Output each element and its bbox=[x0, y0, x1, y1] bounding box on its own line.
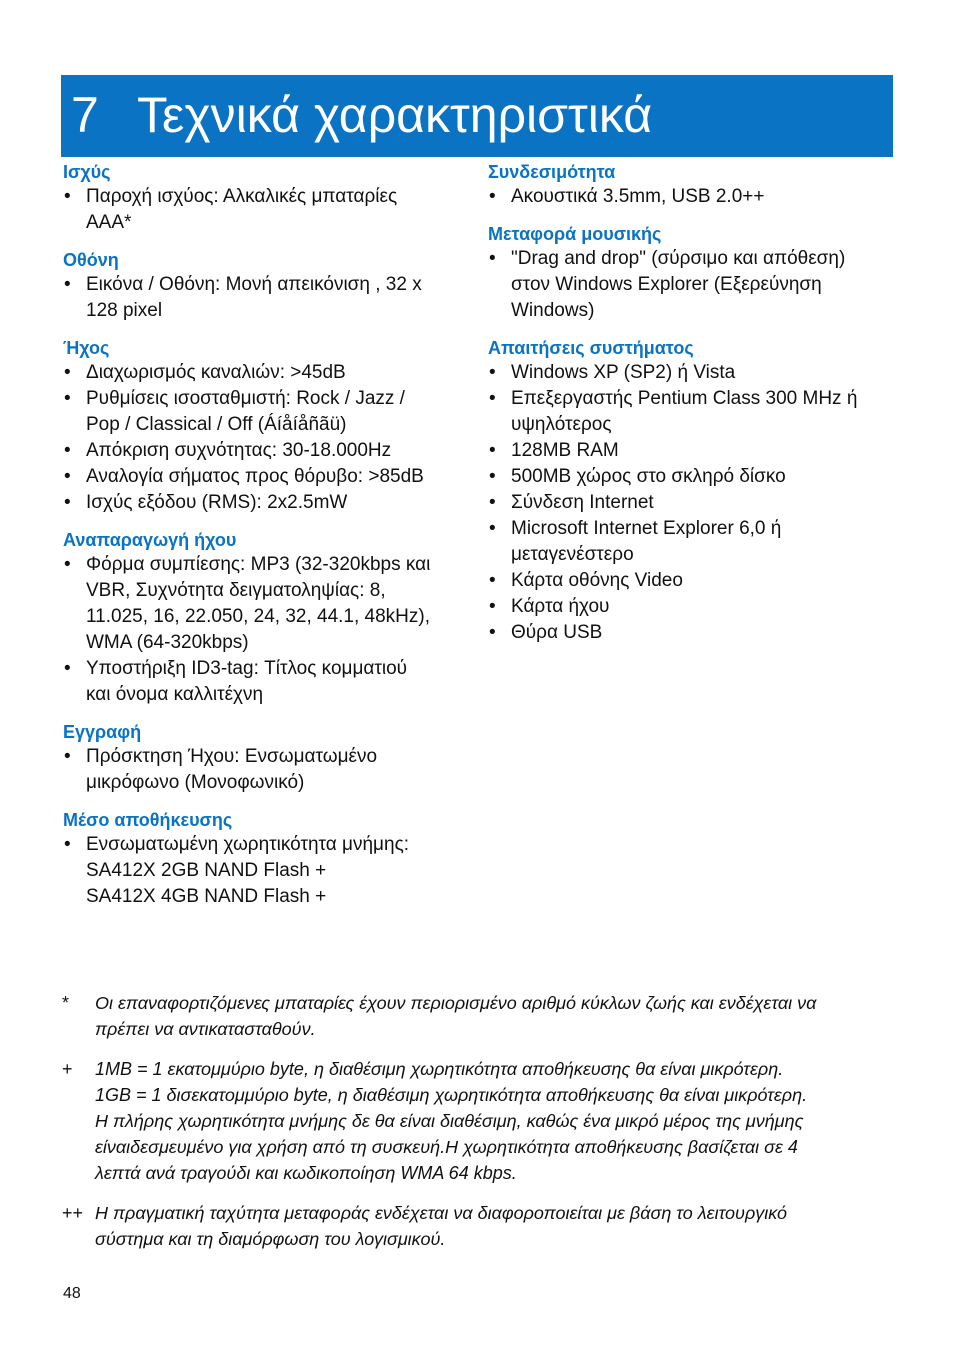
spec-item-line: • Ισχύς εξόδου (RMS): 2x2.5mW bbox=[86, 492, 348, 513]
spec-item bbox=[63, 438, 463, 464]
spec-item-line: • Υποστήριξη ID3-tag: Τίτλος κομματιού bbox=[86, 658, 408, 679]
spec-section bbox=[488, 160, 893, 210]
spec-section bbox=[488, 222, 893, 324]
spec-item bbox=[63, 744, 463, 796]
spec-item bbox=[488, 438, 893, 464]
spec-item-line: • Αναλογία σήματος προς θόρυβο: >85dB bbox=[86, 466, 424, 487]
spec-item-line: • Παροχή ισχύος: Αλκαλικές μπαταρίες bbox=[86, 186, 398, 207]
spec-item bbox=[488, 386, 893, 438]
footnote-line: Η πραγματική ταχύτητα μεταφοράς ενδέχεται να διαφοροποιείται με βάση το λειτουργικό bbox=[95, 1203, 788, 1223]
chapter-banner bbox=[61, 75, 893, 157]
spec-item bbox=[488, 360, 893, 386]
spec-item-line: • Πρόσκτηση Ήχου: Ενσωματωμένο bbox=[86, 746, 378, 767]
spec-item-line: • Σύνδεση Internet bbox=[511, 492, 654, 513]
section-heading: Μεταφορά μουσικής bbox=[488, 224, 662, 244]
section-heading: Οθόνη bbox=[63, 250, 119, 270]
spec-list bbox=[488, 246, 893, 324]
spec-item-line: Pop / Classical / Off (Áíåíåñãü) bbox=[86, 414, 347, 435]
spec-item bbox=[63, 832, 463, 910]
spec-item-line: • Ακουστικά 3.5mm, USB 2.0++ bbox=[511, 186, 765, 207]
footnote bbox=[62, 1200, 892, 1252]
spec-item-line: • Ρυθμίσεις ισοσταθμιστή: Rock / Jazz / bbox=[86, 388, 405, 409]
spec-item bbox=[63, 552, 463, 656]
spec-item-line: • Εικόνα / Οθόνη: Μονή απεικόνιση , 32 x bbox=[86, 274, 422, 295]
spec-item-line: AAA* bbox=[86, 212, 132, 233]
spec-item-line: 128 pixel bbox=[86, 300, 163, 321]
footnote-line: σύστημα και τη διαμόρφωση του λογισμικού. bbox=[95, 1229, 446, 1249]
spec-list bbox=[63, 272, 463, 324]
spec-item-line: • Επεξεργαστής Pentium Class 300 MHz ή bbox=[511, 388, 858, 409]
spec-section bbox=[488, 336, 893, 646]
footnote bbox=[62, 990, 892, 1042]
section-heading: Εγγραφή bbox=[63, 722, 142, 742]
section-heading: Ήχος bbox=[63, 338, 110, 358]
footnote-mark: * bbox=[62, 993, 70, 1013]
spec-item bbox=[488, 568, 893, 594]
spec-list bbox=[488, 184, 893, 210]
section-heading: Συνδεσιμότητα bbox=[488, 162, 616, 182]
spec-list bbox=[488, 360, 893, 646]
spec-item-line: • Κάρτα ήχου bbox=[511, 596, 610, 617]
section-heading: Μέσο αποθήκευσης bbox=[63, 810, 233, 830]
spec-item bbox=[488, 594, 893, 620]
spec-item bbox=[488, 490, 893, 516]
spec-item-line: • "Drag and drop" (σύρσιμο και απόθεση) bbox=[511, 248, 846, 269]
spec-item-line: • 500MB χώρος στο σκληρό δίσκο bbox=[511, 466, 786, 487]
footnote-line: πρέπει να αντικατασταθούν. bbox=[95, 1019, 316, 1039]
spec-item-line: SA412X 2GB NAND Flash + bbox=[86, 860, 327, 881]
spec-item-line: υψηλότερος bbox=[511, 414, 612, 435]
spec-item-line: • Θύρα USB bbox=[511, 622, 603, 643]
spec-list bbox=[63, 184, 463, 236]
spec-section bbox=[63, 720, 463, 796]
spec-item bbox=[63, 386, 463, 438]
spec-item bbox=[488, 184, 893, 210]
footnote-mark: + bbox=[62, 1059, 73, 1079]
spec-item-line: στον Windows Explorer (Εξερεύνηση bbox=[511, 274, 822, 295]
spec-item bbox=[63, 464, 463, 490]
spec-item-line: VBR, Συχνότητα δειγματοληψίας: 8, bbox=[86, 580, 386, 601]
footnote-line: 1MB = 1 εκατομμύριο byte, η διαθέσιμη χωρητικότητα αποθήκευσης θα είναι μικρότερη. bbox=[95, 1059, 784, 1079]
spec-item-line: • Φόρμα συμπίεσης: MP3 (32-320kbps και bbox=[86, 554, 431, 575]
section-heading: Ισχύς bbox=[63, 162, 111, 182]
footnote-mark: ++ bbox=[62, 1203, 84, 1223]
spec-item-line: WMA (64-320kbps) bbox=[86, 632, 249, 653]
spec-item-line: • Ενσωματωμένη χωρητικότητα μνήμης: bbox=[86, 834, 409, 855]
spec-list bbox=[63, 552, 463, 708]
spec-list bbox=[63, 744, 463, 796]
spec-item-line: Windows) bbox=[511, 300, 595, 321]
spec-list bbox=[63, 832, 463, 910]
spec-section bbox=[63, 336, 463, 516]
spec-item-line: και όνομα καλλιτέχνη bbox=[86, 684, 264, 705]
spec-item-line: • 128MB RAM bbox=[511, 440, 619, 461]
spec-item-line: SA412X 4GB NAND Flash + bbox=[86, 886, 327, 907]
spec-item bbox=[63, 184, 463, 236]
spec-item-line: μεταγενέστερο bbox=[511, 544, 634, 565]
spec-item-line: • Απόκριση συχνότητας: 30-18.000Hz bbox=[86, 440, 392, 461]
section-heading: Απαιτήσεις συστήματος bbox=[488, 338, 694, 358]
footnotes bbox=[62, 990, 892, 1266]
spec-item bbox=[63, 490, 463, 516]
spec-item-line: μικρόφωνο (Μονοφωνικό) bbox=[86, 772, 305, 793]
spec-item bbox=[63, 360, 463, 386]
spec-section bbox=[63, 528, 463, 708]
spec-item-line: • Windows XP (SP2) ή Vista bbox=[511, 362, 736, 383]
footnote-line: Η πλήρης χωρητικότητα μνήμης δε θα είναι διαθέσιμη, καθώς ένα μικρό μέρος της μνήμης bbox=[95, 1111, 804, 1131]
chapter-number: 7 bbox=[71, 87, 99, 143]
spec-item bbox=[488, 620, 893, 646]
spec-item bbox=[488, 516, 893, 568]
footnote bbox=[62, 1056, 892, 1186]
chapter-title: Τεχνικά χαρακτηριστικά bbox=[137, 87, 653, 143]
spec-section bbox=[63, 808, 463, 910]
footnote-line: είναιδεσμευμένο για χρήση από τη συσκευή.Η χωρητικότητα αποθήκευσης βασίζεται σε 4 bbox=[95, 1137, 798, 1157]
spec-item bbox=[488, 246, 893, 324]
spec-section bbox=[63, 248, 463, 324]
section-heading: Αναπαραγωγή ήχου bbox=[63, 530, 237, 550]
footnote-line: 1GB = 1 δισεκατομμύριο byte, η διαθέσιμη χωρητικότητα αποθήκευσης θα είναι μικρότερη. bbox=[95, 1085, 808, 1105]
footnote-line: λεπτά ανά τραγούδι και κωδικοποίηση WMA 64 kbps. bbox=[95, 1163, 517, 1183]
left-column bbox=[63, 160, 463, 922]
spec-item bbox=[63, 272, 463, 324]
spec-item bbox=[63, 656, 463, 708]
spec-item-line: 11.025, 16, 22.050, 24, 32, 44.1, 48kHz), bbox=[86, 606, 431, 627]
spec-item-line: • Κάρτα οθόνης Video bbox=[511, 570, 683, 591]
spec-item-line: • Διαχωρισμός καναλιών: >45dB bbox=[86, 362, 346, 383]
right-column bbox=[488, 160, 893, 658]
spec-list bbox=[63, 360, 463, 516]
page-number: 48 bbox=[63, 1285, 81, 1302]
spec-section bbox=[63, 160, 463, 236]
footnote-line: Οι επαναφορτιζόμενες μπαταρίες έχουν περιορισμένο αριθμό κύκλων ζωής και ενδέχεται να bbox=[95, 993, 817, 1013]
spec-item bbox=[488, 464, 893, 490]
spec-item-line: • Microsoft Internet Explorer 6,0 ή bbox=[511, 518, 782, 539]
